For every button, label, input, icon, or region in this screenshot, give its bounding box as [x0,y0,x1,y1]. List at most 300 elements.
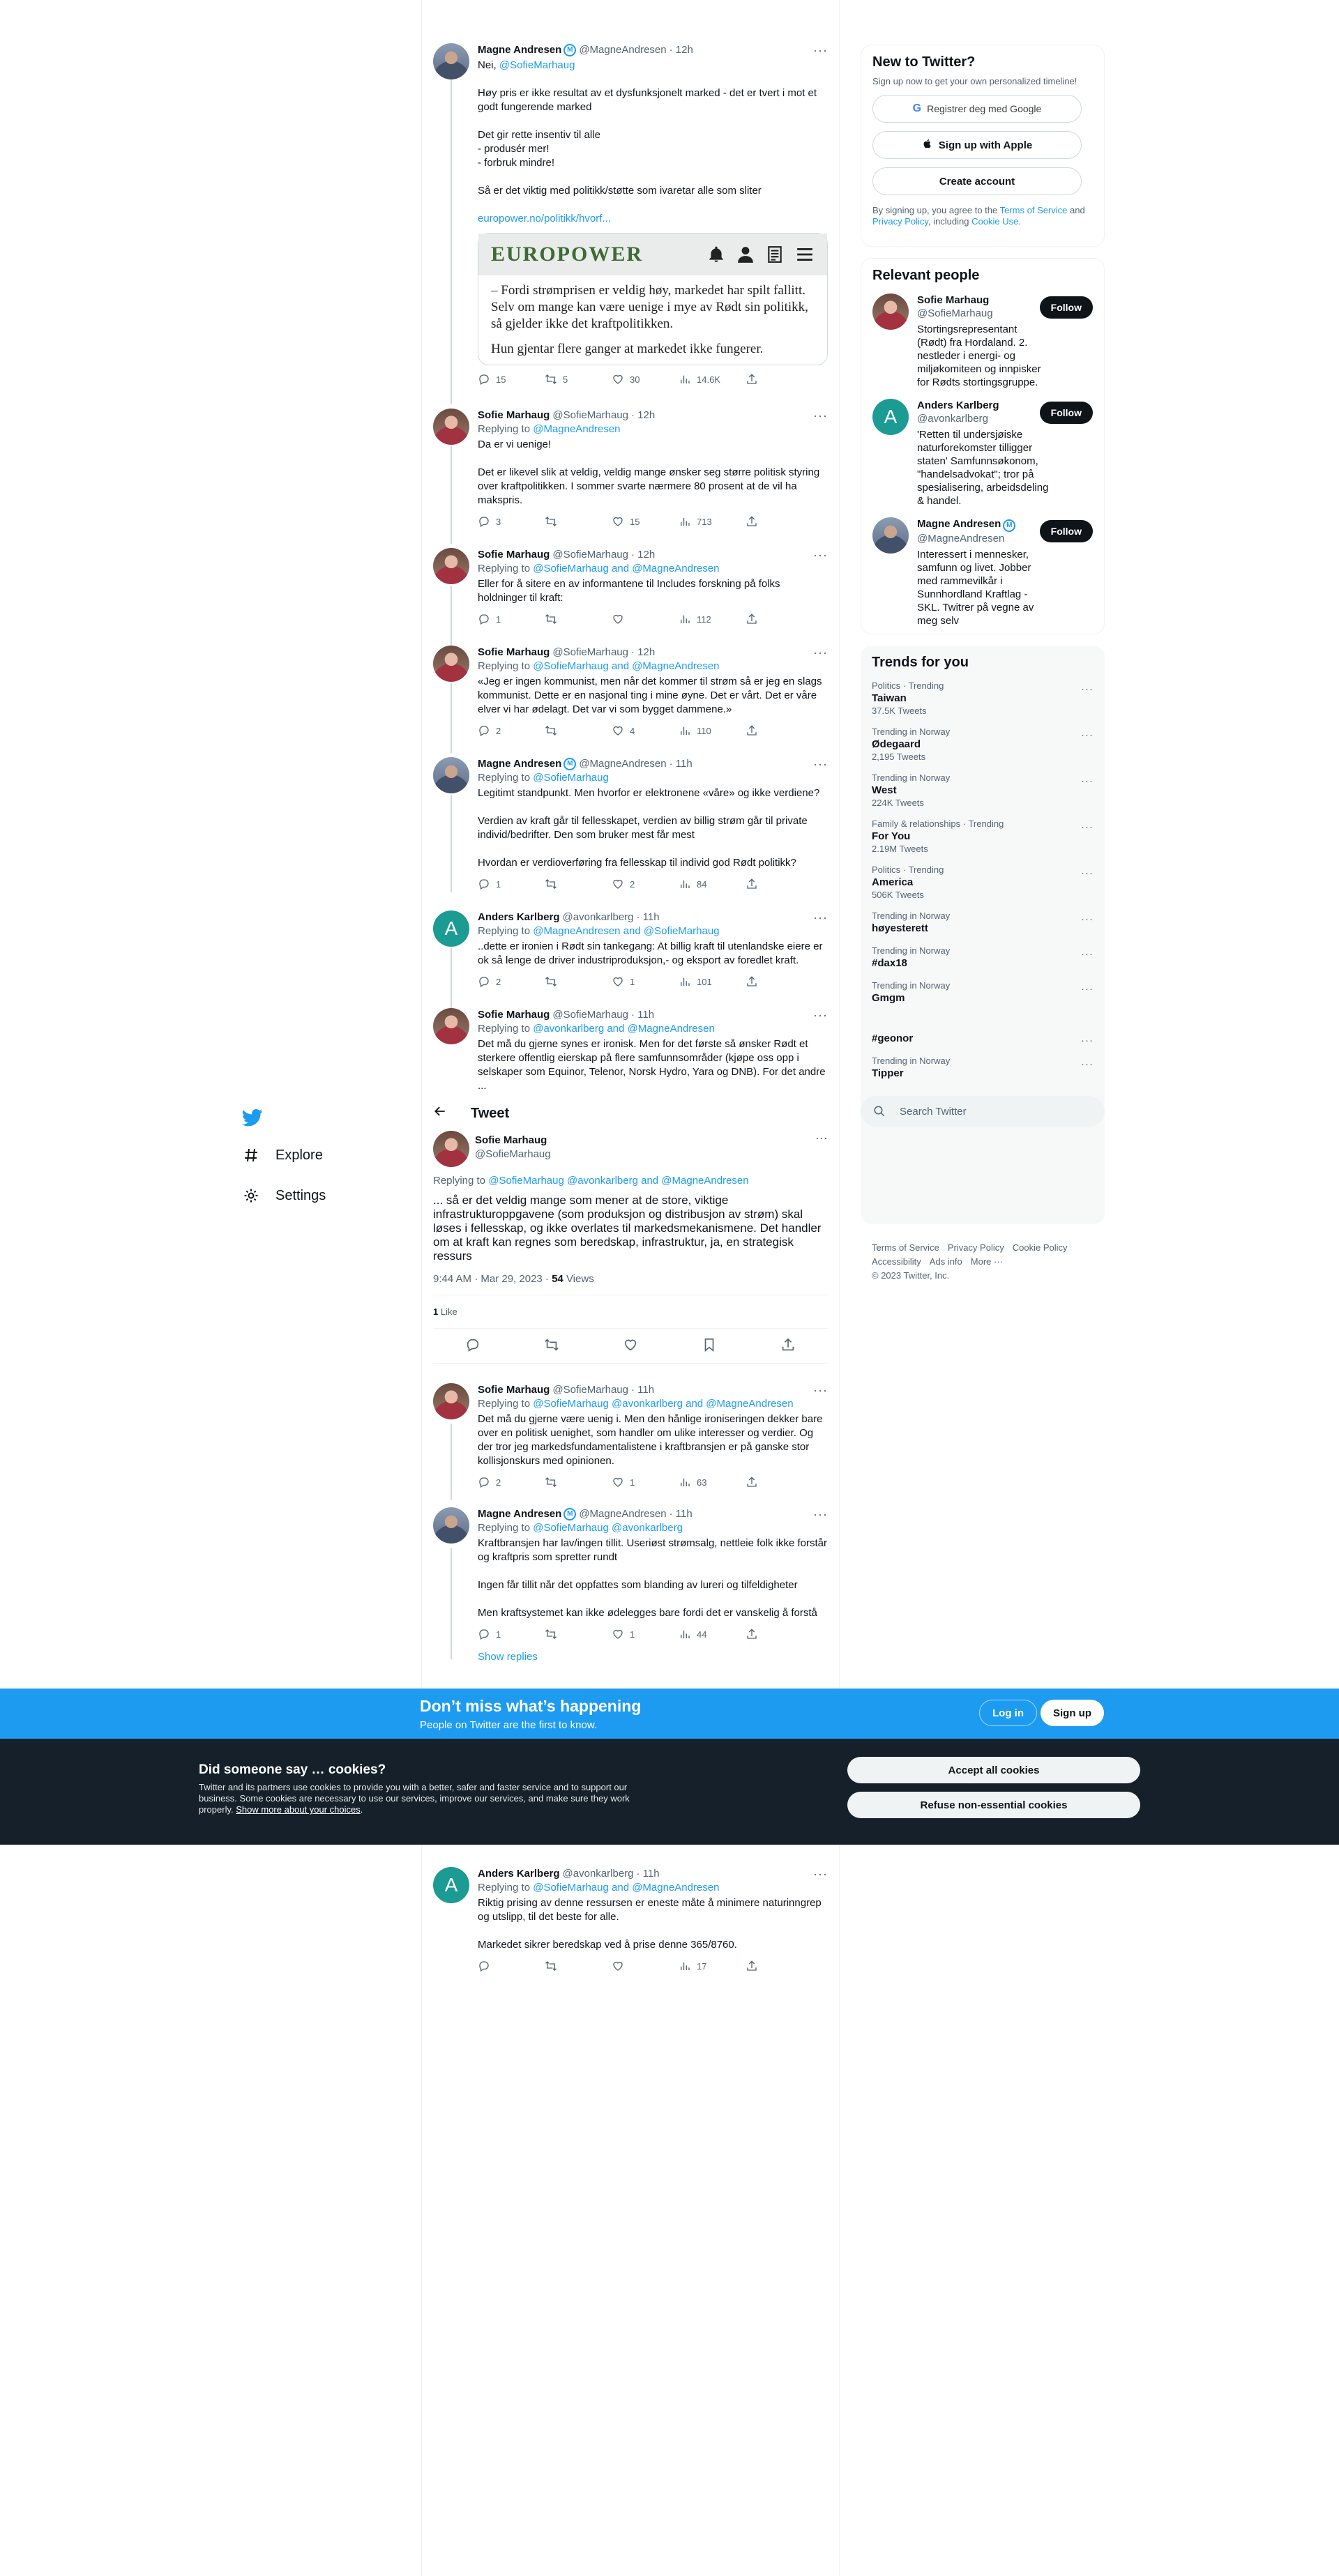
person-bio: Interessert i mennesker, samfunn og livet. Jobber med rammevilkår i Sunnhordland Kraftlag - SKL. Twitrer på vegne av meg selv [917,548,1034,627]
retweet-button[interactable] [545,724,612,737]
more-options-icon[interactable]: ··· [813,43,828,57]
author-handle[interactable]: @MagneAndresen [579,758,667,770]
views-chart-icon [679,373,691,386]
show-replies-link[interactable]: Show replies [478,1651,538,1663]
author-name[interactable]: Sofie Marhaug [478,1384,550,1396]
heart-icon[interactable] [623,1337,638,1355]
retweet-icon [545,724,557,737]
thread-tweet[interactable] [422,757,839,891]
trend-item[interactable] [872,726,1094,763]
trend-name: #dax18 [872,957,907,969]
reply-count: 1 [496,613,501,625]
cookie-use-link[interactable]: Cookie Use [971,216,1019,227]
like-button[interactable] [612,1960,679,1972]
more-options-icon[interactable]: ··· [1081,913,1094,925]
trend-context: Politics · Trending [872,864,944,875]
retweet-button[interactable] [545,1476,612,1488]
author-name[interactable]: Sofie Marhaug [475,1134,547,1146]
retweet-count: 5 [563,374,568,385]
trend-context: Trending in Norway [872,910,951,921]
trend-item[interactable] [872,980,1094,1005]
like-button[interactable] [612,613,679,625]
avatar[interactable]: A [433,910,469,947]
more-options-icon[interactable]: ··· [1081,775,1094,787]
tweet-text-line: Så er det viktig med politikk/støtte som ivaretar alle som sliter [478,185,762,197]
bookmark-icon[interactable] [702,1337,717,1355]
view-count: 84 [697,878,707,890]
like-count: 1 [630,1477,635,1488]
relevant-person[interactable] [872,294,1093,389]
share-button[interactable] [746,515,764,528]
twitter-logo-icon[interactable] [241,1100,275,1135]
views-button[interactable] [679,878,746,890]
more-options-icon[interactable]: ··· [813,646,828,660]
trend-context: Trending in Norway [872,980,951,991]
author-handle[interactable]: @avonkarlberg [562,911,634,923]
trend-context: Trending in Norway [872,945,951,956]
share-button[interactable] [746,373,764,386]
like-count: 4 [630,725,635,736]
like-button[interactable] [612,1628,679,1640]
focused-tweet-actions [433,1329,828,1364]
more-options-icon[interactable]: ··· [813,1867,828,1881]
tweet-time[interactable]: · 12h [669,44,693,56]
share-button[interactable] [746,1476,764,1488]
views-chart-icon [679,515,691,528]
view-count: 110 [697,725,711,736]
person-name[interactable]: Sofie Marhaug [917,294,990,306]
heart-icon [612,373,624,386]
thread-tweet[interactable] [422,548,839,626]
like-button[interactable] [612,515,679,528]
article-link[interactable]: europower.no/politikk/hvorf... [478,213,611,224]
tweet-actions [478,1475,828,1489]
reply-icon [478,724,490,737]
person-handle[interactable]: @SofieMarhaug [917,307,993,319]
terms-link[interactable]: Terms of Service [999,205,1068,215]
retweet-icon [545,373,557,386]
reply-icon[interactable] [465,1337,481,1355]
author-name[interactable]: Sofie Marhaug [478,409,550,421]
tweet-time[interactable]: · 11h [669,758,693,770]
more-options-icon[interactable]: ··· [1081,867,1094,879]
retweet-button[interactable] [545,975,612,988]
reply-icon [478,373,490,386]
author-name[interactable]: Magne Andresen [478,1508,562,1520]
share-button[interactable] [746,613,764,625]
reply-button[interactable] [478,1628,545,1640]
trend-item[interactable] [872,772,1094,809]
avatar[interactable]: A [872,399,909,435]
tweet-header [478,43,828,57]
back-arrow-icon[interactable] [433,1104,461,1122]
replying-to-prefix: Replying to [433,1175,489,1187]
bell-icon [707,245,725,264]
replying-to-prefix: Replying to [478,925,534,937]
card-paragraph: Hun gjentar flere ganger at markedet ikke fungerer. [491,342,764,356]
views-chart-icon [679,878,691,890]
signup-banner-sub: People on Twitter are the first to know. [420,1719,598,1731]
trends-panel [861,646,1105,1224]
more-options-icon[interactable]: ··· [813,1383,828,1397]
author-handle[interactable]: @SofieMarhaug [552,1384,628,1396]
trend-name: høyesterett [872,922,928,934]
share-icon [746,1628,758,1640]
author-handle[interactable]: @SofieMarhaug [552,1009,628,1021]
share-icon[interactable] [780,1337,796,1355]
tweet-actions [478,372,828,386]
heart-icon [612,613,624,625]
focused-tweet-header [433,1131,828,1161]
author-handle[interactable]: @avonkarlberg [562,1868,634,1880]
share-button[interactable] [746,878,764,890]
tweet-time[interactable]: · 12h [630,646,656,658]
reply-tweet[interactable] [422,1867,839,1973]
author-handle[interactable]: @SofieMarhaug [552,646,628,658]
replying-to [478,1022,828,1036]
reply-icon [478,515,490,528]
trend-item[interactable] [872,910,1094,936]
focused-tweet [422,1131,839,1364]
retweet-button[interactable] [545,373,612,386]
signup-button[interactable]: Sign up [1041,1700,1104,1726]
reply-button[interactable] [478,724,545,737]
relevant-person[interactable] [872,517,1093,627]
create-account-button[interactable] [872,167,1082,195]
author-name[interactable]: Anders Karlberg [478,911,560,923]
author-name[interactable]: Magne Andresen [478,758,562,770]
avatar[interactable] [433,1131,469,1167]
apple-signup-button[interactable] [872,131,1082,159]
retweet-icon [545,1476,557,1488]
avatar[interactable] [433,757,469,793]
privacy-link[interactable]: Privacy Policy [872,216,928,227]
reply-icon [478,1960,490,1972]
share-button[interactable] [746,1628,764,1640]
tweet-text: Legitimt standpunkt. Men hvorfor er elektronene «våre» og ikke verdiene? Verdien av kraft går til fellesskapet, verdien av billig strøm går til private individ/bedrifter. Den som bruker mest får mest Hvordan er verdioverføring fra fellesskap til individ god Rødt politikk? [478,787,820,869]
heart-icon [612,975,624,988]
fineprint-text: . [1018,216,1021,227]
author-handle[interactable]: @SofieMarhaug [475,1148,551,1160]
views-button[interactable] [679,613,746,625]
google-signup-label: Registrer deg med Google [927,103,1042,114]
footer-link[interactable]: Accessibility [872,1256,921,1267]
share-icon [746,515,758,528]
trend-count: 506K Tweets [872,890,924,900]
tweet-text: Eller for å sitere en av informantene til Includes forskning på folks holdninger til kraft: [478,578,783,604]
likes-summary[interactable] [433,1295,828,1329]
tweet-header [478,1008,828,1022]
nav-settings[interactable] [241,1175,415,1216]
left-nav [241,1100,415,1216]
person-name[interactable] [917,517,1050,532]
footer-link[interactable]: Terms of Service [872,1242,939,1253]
retweet-button[interactable] [545,613,612,625]
replying-to [478,660,828,673]
avatar[interactable] [872,294,909,330]
footer-link[interactable]: Ads info [929,1256,962,1267]
reply-count: 2 [496,976,501,987]
replying-to-prefix: Replying to [478,660,534,672]
tweet-time[interactable]: · 11h [669,1508,693,1520]
trend-item[interactable] [872,680,1094,717]
more-options-icon[interactable]: ··· [813,1507,828,1521]
search-icon [873,1105,886,1118]
relevant-person[interactable] [872,399,1093,508]
tweet-time[interactable]: · 12h [630,409,656,421]
views-chart-icon [679,1960,691,1972]
trend-name: Taiwan [872,692,907,704]
share-button[interactable] [746,724,764,737]
trend-item[interactable] [872,945,1094,970]
fineprint-text: , including [928,216,972,227]
tweet-text: Riktig prising av denne ressursen er eneste måte å minimere naturinngrep og utslipp, til det beste for alle. Markedet sikrer beredskap ved å prise denne 365/8760. [478,1897,822,1951]
card-excerpt [478,275,827,365]
tweet-time[interactable]: · 11h [630,1384,655,1396]
author-handle[interactable]: @MagneAndresen [579,44,667,56]
footer-link[interactable]: Privacy Policy [947,1242,1004,1253]
trend-item[interactable] [872,1032,1094,1046]
view-count: 713 [697,516,712,527]
thread-tweet[interactable] [422,910,839,989]
trends-title: Trends for you [872,655,969,670]
share-icon [746,1476,758,1488]
more-options-icon[interactable]: ··· [815,1131,828,1145]
replying-to [478,1521,828,1535]
person-handle[interactable]: @MagneAndresen [917,532,1005,544]
share-button[interactable] [746,1960,764,1972]
accept-cookies-button[interactable]: Accept all cookies [847,1757,1140,1783]
thread-tweet[interactable] [422,43,839,386]
retweet-button[interactable] [545,1960,612,1972]
like-button[interactable] [612,975,679,988]
main-column [421,0,840,2576]
reply-tweet[interactable] [422,1507,839,1663]
hashtag-icon [241,1145,262,1166]
follow-button[interactable]: Follow [1040,520,1093,542]
retweet-button[interactable] [545,1628,612,1640]
tweet-header [478,910,828,924]
more-options-icon[interactable]: ··· [1081,948,1094,960]
views-button[interactable] [679,724,746,737]
avatar[interactable] [433,1507,469,1544]
like-button[interactable] [612,1476,679,1488]
more-options-icon[interactable]: ··· [813,409,828,422]
tweet-header [478,757,828,771]
share-button[interactable] [746,975,764,988]
replying-to-mentions[interactable]: @SofieMarhaug @avonkarlberg [533,1522,683,1534]
author-name[interactable]: Anders Karlberg [478,1868,560,1880]
heart-icon [612,1476,624,1488]
replying-to-mentions[interactable]: @SofieMarhaug and @MagneAndresen [533,660,720,672]
gear-icon [241,1185,262,1206]
replying-to [478,1881,828,1895]
more-options-icon[interactable]: ··· [813,548,828,562]
trend-name: #geonor [872,1032,914,1044]
more-options-icon[interactable]: ··· [1081,1058,1094,1070]
author-name[interactable]: Sofie Marhaug [478,646,550,658]
apple-icon [922,138,933,152]
follow-button[interactable]: Follow [1040,402,1093,424]
footer-link[interactable]: Cookie Policy [1012,1242,1068,1253]
views-chart-icon [679,724,691,737]
trend-item[interactable] [872,1055,1094,1081]
verified-badge-icon: M [1003,519,1015,532]
follow-button[interactable]: Follow [1040,296,1093,319]
search-input[interactable] [861,1096,1105,1127]
views-button[interactable] [679,1476,746,1488]
replying-to-mentions[interactable]: @SofieMarhaug @avonkarlberg and @MagneAndresen [488,1175,749,1187]
replying-to [433,1174,828,1188]
avatar[interactable] [433,1383,469,1419]
heart-icon [612,878,624,890]
cookie-banner-title: Did someone say … cookies? [199,1762,386,1777]
nav-explore[interactable] [241,1135,415,1175]
avatar[interactable] [433,43,469,79]
thread-tweet[interactable] [422,1008,839,1095]
author-name[interactable]: Sofie Marhaug [478,1009,550,1021]
more-options-icon[interactable]: ··· [813,1008,828,1022]
tweet-timestamp[interactable]: 9:44 AM · Mar 29, 2023 · [433,1273,552,1285]
more-options-icon[interactable]: ··· [813,910,828,924]
author-handle[interactable]: @SofieMarhaug [552,409,628,421]
retweet-button[interactable] [545,878,612,890]
retweet-icon[interactable] [544,1337,559,1355]
trend-context: Politics · Trending [872,680,944,691]
like-count: 15 [630,516,640,527]
fineprint-text: By signing up, you agree to the [872,205,1000,215]
thread-tweet[interactable] [422,646,839,738]
views-button[interactable] [679,1960,746,1972]
avatar[interactable] [433,409,469,445]
avatar[interactable] [433,548,469,584]
views-label: Views [563,1273,594,1285]
link-preview-card[interactable] [478,233,828,365]
reply-button[interactable] [478,373,545,386]
tweet-header [478,1867,828,1881]
replying-to [478,562,828,576]
replying-to-mentions[interactable]: @SofieMarhaug and @MagneAndresen [533,563,720,574]
nav-settings-label: Settings [275,1187,326,1203]
retweet-button[interactable] [545,515,612,528]
search-placeholder: Search Twitter [900,1105,967,1118]
retweet-icon [545,1628,557,1640]
views-button[interactable] [679,1628,746,1640]
more-options-icon[interactable]: ··· [1081,1035,1094,1046]
tweet-header [478,646,828,660]
person-handle[interactable]: @avonkarlberg [917,413,988,425]
views-button[interactable] [679,515,746,528]
more-options-icon[interactable]: ··· [1081,821,1094,833]
replying-to-mentions[interactable]: @SofieMarhaug and @MagneAndresen [533,1882,720,1893]
cookie-banner-text: Twitter and its partners use cookies to provide you with a better, safer and faster service and to support our business. Some cookies are necessary to use our services, improve our services, and make sure they work properly. Show more about your choices. [199,1782,630,1815]
footer-links [872,1241,1095,1283]
person-name-text: Magne Andresen [917,518,1001,530]
person-name[interactable]: Anders Karlberg [917,399,999,411]
reply-button[interactable] [478,1476,545,1488]
replying-to-mentions[interactable]: @avonkarlberg and @MagneAndresen [533,1023,715,1035]
reply-icon [478,878,490,890]
tweet-time[interactable]: · 11h [630,1009,655,1021]
tweet-time[interactable]: · 11h [636,1868,660,1880]
replying-to-mentions[interactable]: @MagneAndresen and @SofieMarhaug [533,925,720,937]
replying-to-prefix: Replying to [478,772,534,784]
login-button[interactable]: Log in [979,1700,1037,1726]
replying-to-prefix: Replying to [478,423,534,435]
more-options-icon[interactable]: ··· [813,757,828,771]
cookie-more-link[interactable]: Show more about your choices [236,1804,361,1815]
tweet-header [478,548,828,562]
avatar[interactable]: A [433,1867,469,1903]
reply-tweet[interactable] [422,1383,839,1489]
tweet-time[interactable]: · 12h [630,549,656,561]
europower-logo: EUROPOWER [491,243,644,266]
trend-name: For You [872,830,911,842]
replying-to-mentions[interactable]: @MagneAndresen [533,423,621,435]
tweet-text-line: Høy pris er ikke resultat av et dysfunksjonelt marked - det er tvert i mot et godt fungerende marked [478,87,820,113]
author-name[interactable]: Magne Andresen [478,44,562,56]
google-signup-button[interactable] [872,95,1082,123]
reply-button[interactable] [478,1960,545,1972]
replying-to-prefix: Replying to [478,1522,534,1534]
share-icon [746,613,758,625]
tweet-time[interactable]: · 11h [636,911,660,923]
author-handle[interactable]: @SofieMarhaug [552,549,628,561]
mention-link[interactable]: @SofieMarhaug [499,59,575,71]
footer-link[interactable]: More ··· [970,1256,1003,1267]
retweet-icon [545,515,557,528]
author-name[interactable]: Sofie Marhaug [478,549,550,561]
copyright: © 2023 Twitter, Inc. [872,1270,950,1281]
share-icon [746,724,758,737]
thread-tweet[interactable] [422,409,839,528]
like-button[interactable] [612,724,679,737]
trend-context: Trending in Norway [872,772,951,783]
reply-button[interactable] [478,613,545,625]
reply-button[interactable] [478,878,545,890]
tweet-actions [478,1959,828,1973]
likes-label: Like [438,1306,457,1317]
avatar[interactable] [433,646,469,682]
avatar[interactable] [433,1008,469,1044]
trend-name: West [872,784,897,796]
replying-to-mentions[interactable]: @SofieMarhaug @avonkarlberg and @MagneAndresen [533,1398,794,1410]
avatar[interactable] [872,517,909,554]
reply-button[interactable] [478,515,545,528]
more-options-icon[interactable]: ··· [1081,729,1094,741]
views-chart-icon [679,613,691,625]
tweet-text: Da er vi uenige! Det er likevel slik at veldig, veldig mange ønsker seg større politisk styring over kraftpolitikken. I sommer svarte nærmere 80 prosent at de vil ha makspris. [478,439,820,506]
refuse-cookies-button[interactable]: Refuse non-essential cookies [847,1792,1140,1818]
like-button[interactable] [612,373,679,386]
more-options-icon[interactable]: ··· [1081,983,1094,995]
author-handle[interactable]: @MagneAndresen [579,1508,667,1520]
card-quote: – Fordi strømprisen er veldig høy, markedet har spilt fallitt. Selv om mange kan være uenige i mye av Rødt sin politikk, så gjelder ikke det kraftpolitikken. [491,283,808,331]
trend-name: America [872,876,914,888]
views-button[interactable] [679,975,746,988]
views-button[interactable] [679,373,746,386]
heart-icon [612,1628,624,1640]
replying-to-mentions[interactable]: @SofieMarhaug [533,772,609,784]
apple-signup-label: Sign up with Apple [938,139,1033,151]
reply-button[interactable] [478,975,545,988]
more-options-icon[interactable]: ··· [1081,683,1094,695]
heart-icon [612,515,624,528]
trend-item[interactable] [872,864,1094,901]
new-to-twitter-panel [861,45,1105,247]
like-button[interactable] [612,878,679,890]
trend-item[interactable] [872,818,1094,855]
